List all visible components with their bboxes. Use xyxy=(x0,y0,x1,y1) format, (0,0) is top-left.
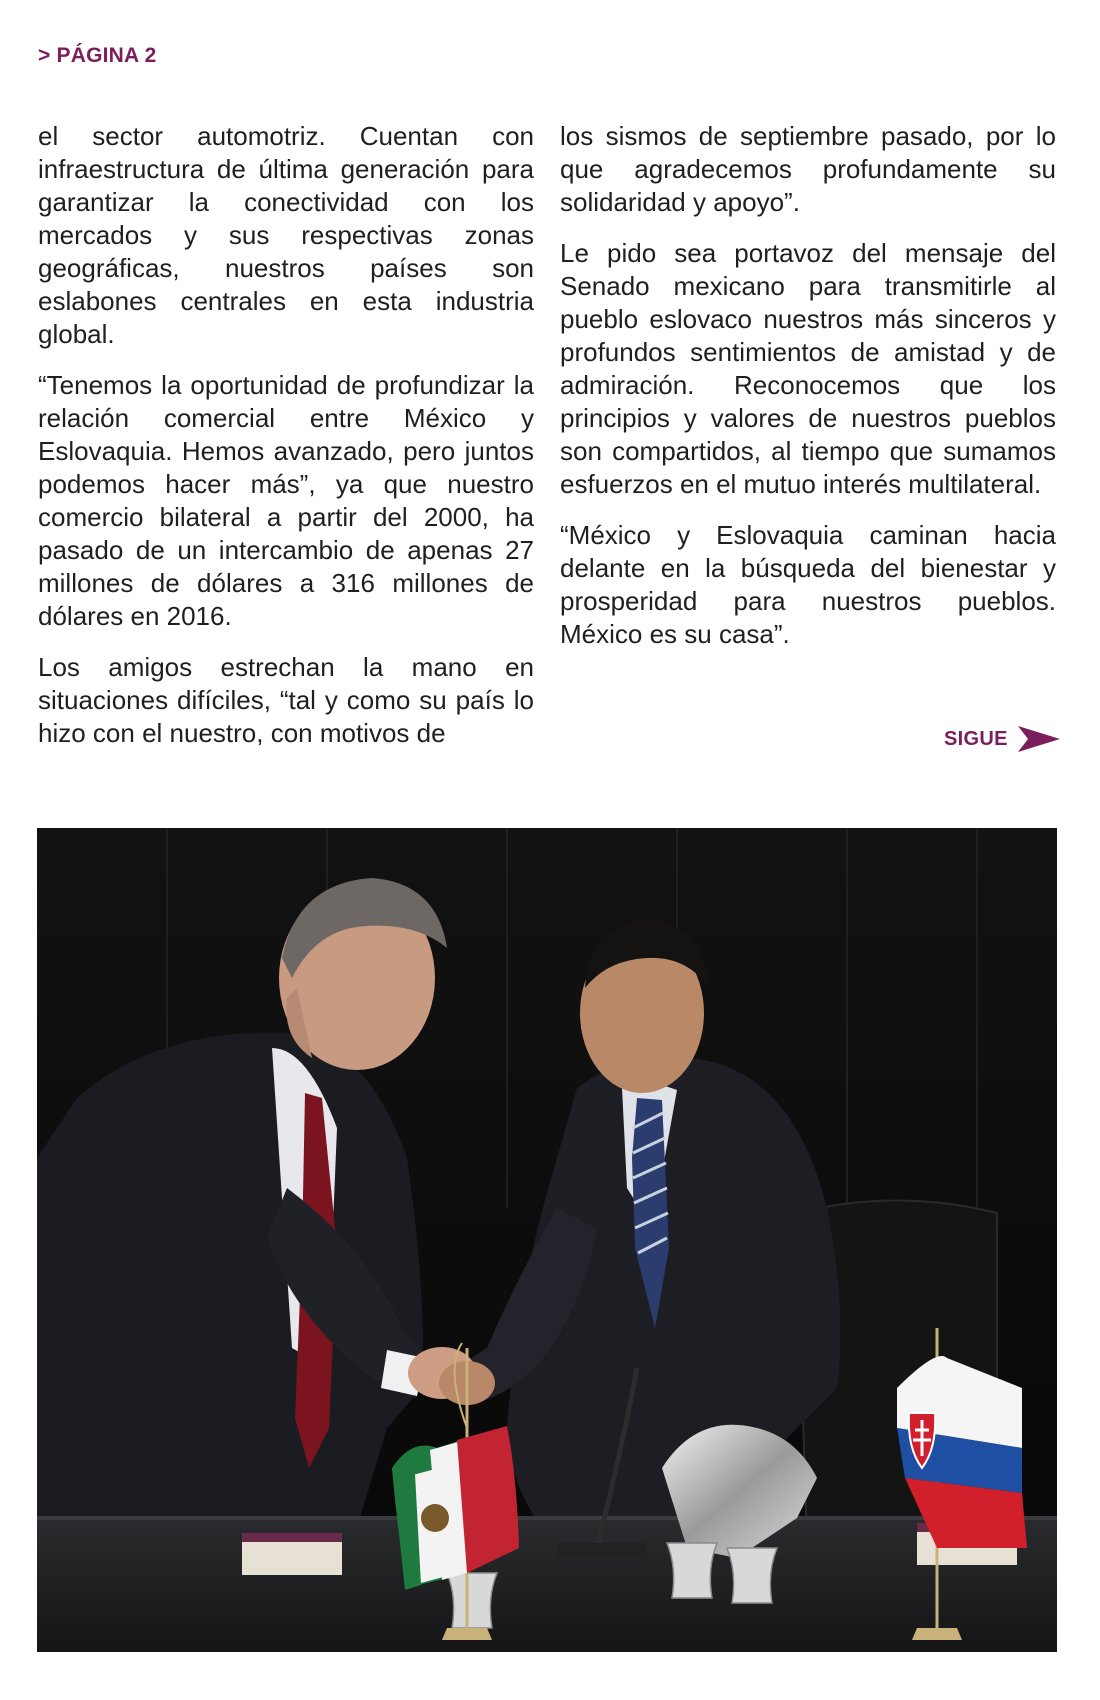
next-page-label: SIGUE xyxy=(944,727,1008,750)
paragraph: Le pido sea portavoz del mensaje del Senado mexicano para transmitirle al pueblo eslovaco nuestros más sinceros y profundos sentimientos de amistad y de admiración. Reconocemos que los principios y valores de nuestros pueblos son compartidos, al tiempo que sumamos esfuerzos en el mutuo interés multilateral. xyxy=(560,238,1056,499)
paragraph: “Tenemos la oportunidad de profundizar la relación comercial entre México y Eslovaquia. Hemos avanzado, pero juntos podemos hacer más”, ya que nuestro comercio bilateral a partir del 2000, ha pasado de un intercambio de apenas 27 millones de dólares a 316 millones de dólares en 2016. xyxy=(38,370,534,631)
paragraph: “México y Eslovaquia caminan hacia delante en la búsqueda del bienestar y prosperidad para nuestros pueblos. México es su casa”. xyxy=(560,520,1056,649)
paragraph: el sector automotriz. Cuentan con infraestructura de última generación para garantizar la conectividad con los mercados y sus respectivas zonas geográficas, nuestros países son eslabones centrales en esta industria global. xyxy=(38,121,534,349)
right-column xyxy=(560,120,1056,669)
handshake-photo xyxy=(37,828,1057,1652)
paragraph: Los amigos estrechan la mano en situaciones difíciles, “tal y como su país lo hizo con el nuestro, con motivos de xyxy=(38,652,534,748)
next-page-link[interactable] xyxy=(944,724,1062,754)
left-column xyxy=(38,120,534,768)
arrow-right-icon xyxy=(1016,724,1062,754)
paragraph: los sismos de septiembre pasado, por lo que agradecemos profundamente su solidaridad y apoyo”. xyxy=(560,121,1056,217)
photo-illustration xyxy=(37,828,1057,1652)
page-label: > PÁGINA 2 xyxy=(38,44,157,67)
